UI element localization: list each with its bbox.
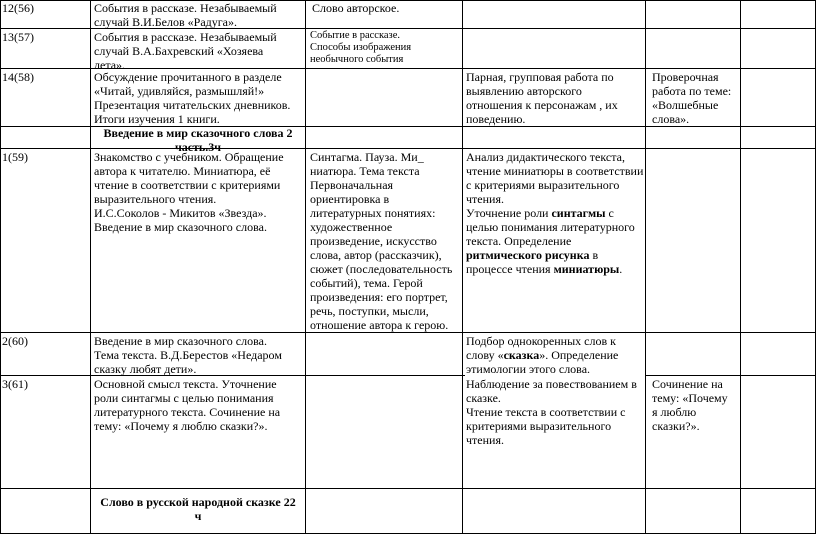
row-border bbox=[0, 533, 816, 534]
lesson-number: 1(59) bbox=[2, 150, 28, 164]
lesson-concepts: Событие в рассказе. Способы изображения необычного события bbox=[310, 30, 412, 65]
lesson-topic: Знакомство с учебником. Обращение автора к читателю. Миниатюра, её чтение в соответствии с критериями выразительного чтения. И.С.Соколов - Микитов «Звезда». Введение в мир сказочного слова. bbox=[94, 150, 284, 234]
lesson-activities: Подбор однокоренных слов к слову «сказка». Определение этимологии этого слова. bbox=[466, 334, 619, 376]
col-border bbox=[90, 0, 91, 534]
col-border bbox=[462, 0, 463, 534]
row-border bbox=[645, 375, 816, 376]
lesson-concepts: Синтагма. Пауза. Ми_ ниатюра. Тема текста Первоначальная ориентировка в литературных понятиях: художественное произведение, искусство слова, автор (рассказчик), сюжет (последовательность событий), тема. Герой произведения: его портрет, речь, поступки, мысли, отношение автора к герою. bbox=[310, 150, 453, 332]
lesson-topic: События в рассказе. Незабываемый случай В.И.Белов «Радуга». bbox=[94, 1, 277, 29]
lesson-number: 13(57) bbox=[2, 30, 34, 44]
lesson-number: 2(60) bbox=[2, 334, 28, 348]
section-heading: Введение в мир сказочного слова 2 часть.3ч bbox=[103, 126, 293, 154]
lesson-control: Проверочная работа по теме: «Волшебные слова». bbox=[652, 70, 732, 126]
row-border bbox=[0, 332, 816, 333]
lesson-number: 14(58) bbox=[2, 70, 34, 84]
lesson-activities: Анализ дидактического текста, чтение миниатюры в соответствии с критериями выразительного чтения. Уточнение роли синтагмы с целью понимания литературного текста. Определение ритмического рисунка в процессе чтения миниатюры. bbox=[466, 150, 644, 276]
lesson-topic: Введение в мир сказочного слова. Тема текста. В.Д.Берестов «Недаром сказку любят дети». bbox=[94, 334, 282, 376]
col-border bbox=[0, 0, 1, 534]
lesson-control: Сочинение на тему: «Почему я люблю сказки?». bbox=[652, 377, 728, 433]
lesson-topic: Обсуждение прочитанного в разделе «Читай, удивляйся, размышляй!» Презентация читательских дневников. Итоги изучения 1 книги. bbox=[94, 70, 291, 126]
lesson-number: 3(61) bbox=[2, 377, 28, 391]
col-border bbox=[645, 0, 646, 534]
lesson-activities: Парная, групповая работа по выявлению авторского отношения к персонажам , их поведению. bbox=[466, 70, 618, 126]
lesson-topic: События в рассказе. Незабываемый случай В.А.Бахревский «Хозяева лета». bbox=[94, 30, 277, 72]
section-heading: Слово в русской народной сказке 22 ч bbox=[100, 495, 296, 523]
lesson-number: 12(56) bbox=[2, 1, 34, 15]
lesson-concepts: Слово авторское. bbox=[312, 1, 400, 15]
lesson-activities: Наблюдение за повествованием в сказке. Чтение текста в соответствии с критериями выразительного чтения. bbox=[466, 377, 637, 447]
lesson-topic: Основной смысл текста. Уточнение роли синтагмы с целью понимания литературного текста. Сочинение на тему: «Почему я люблю сказки?». bbox=[94, 377, 281, 433]
row-border bbox=[0, 488, 816, 489]
